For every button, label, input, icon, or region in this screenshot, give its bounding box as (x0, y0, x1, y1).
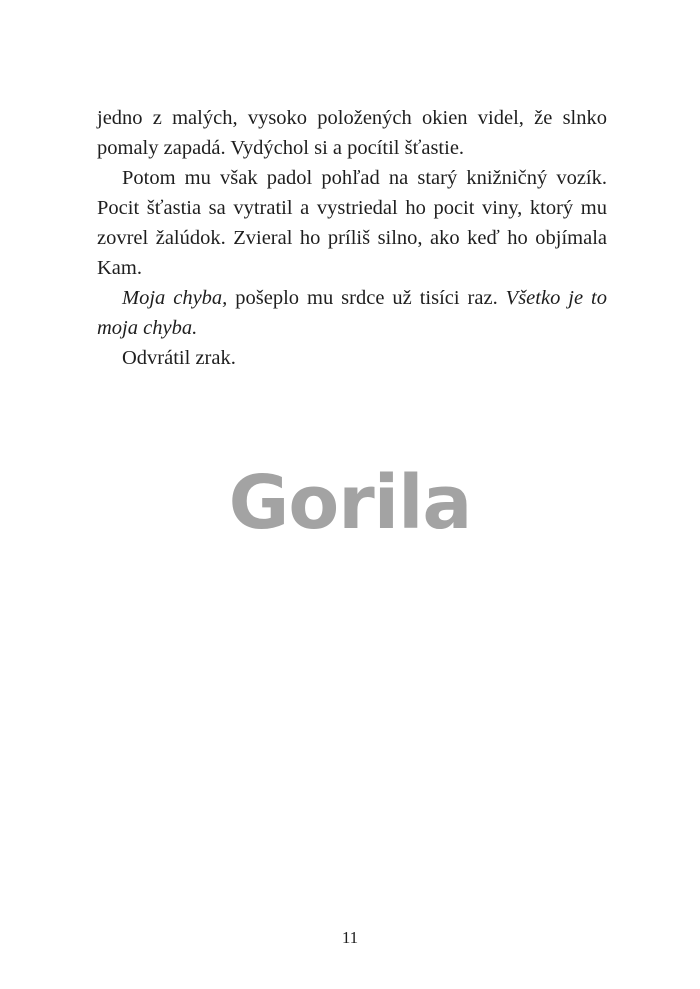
italic-thought-1: Moja chyba, (122, 287, 228, 309)
paragraph-3 (97, 283, 607, 343)
paragraph-4: Odvrátil zrak. (122, 347, 236, 369)
publisher-watermark: Gorila (228, 460, 472, 546)
page-number: 11 (341, 928, 359, 947)
italic-thought-2: Všetko je to moja chyba. (97, 287, 607, 339)
paragraph-3-text: pošeplo mu srdce už tisíci raz. (227, 287, 506, 309)
paragraph-continued: jedno z malých, vysoko položených okien videl, že slnko pomaly zapadá. Vydýchol si a pocítil šťastie. (97, 107, 607, 159)
paragraph-2: Potom mu však padol pohľad na starý knižničný vozík. Pocit šťastia sa vytratil a vystriedal ho pocit viny, ktorý mu zovrel žalúdok. Zvieral ho príliš silno, ako keď ho objímala Kam. (97, 167, 607, 279)
body-text (97, 103, 607, 373)
